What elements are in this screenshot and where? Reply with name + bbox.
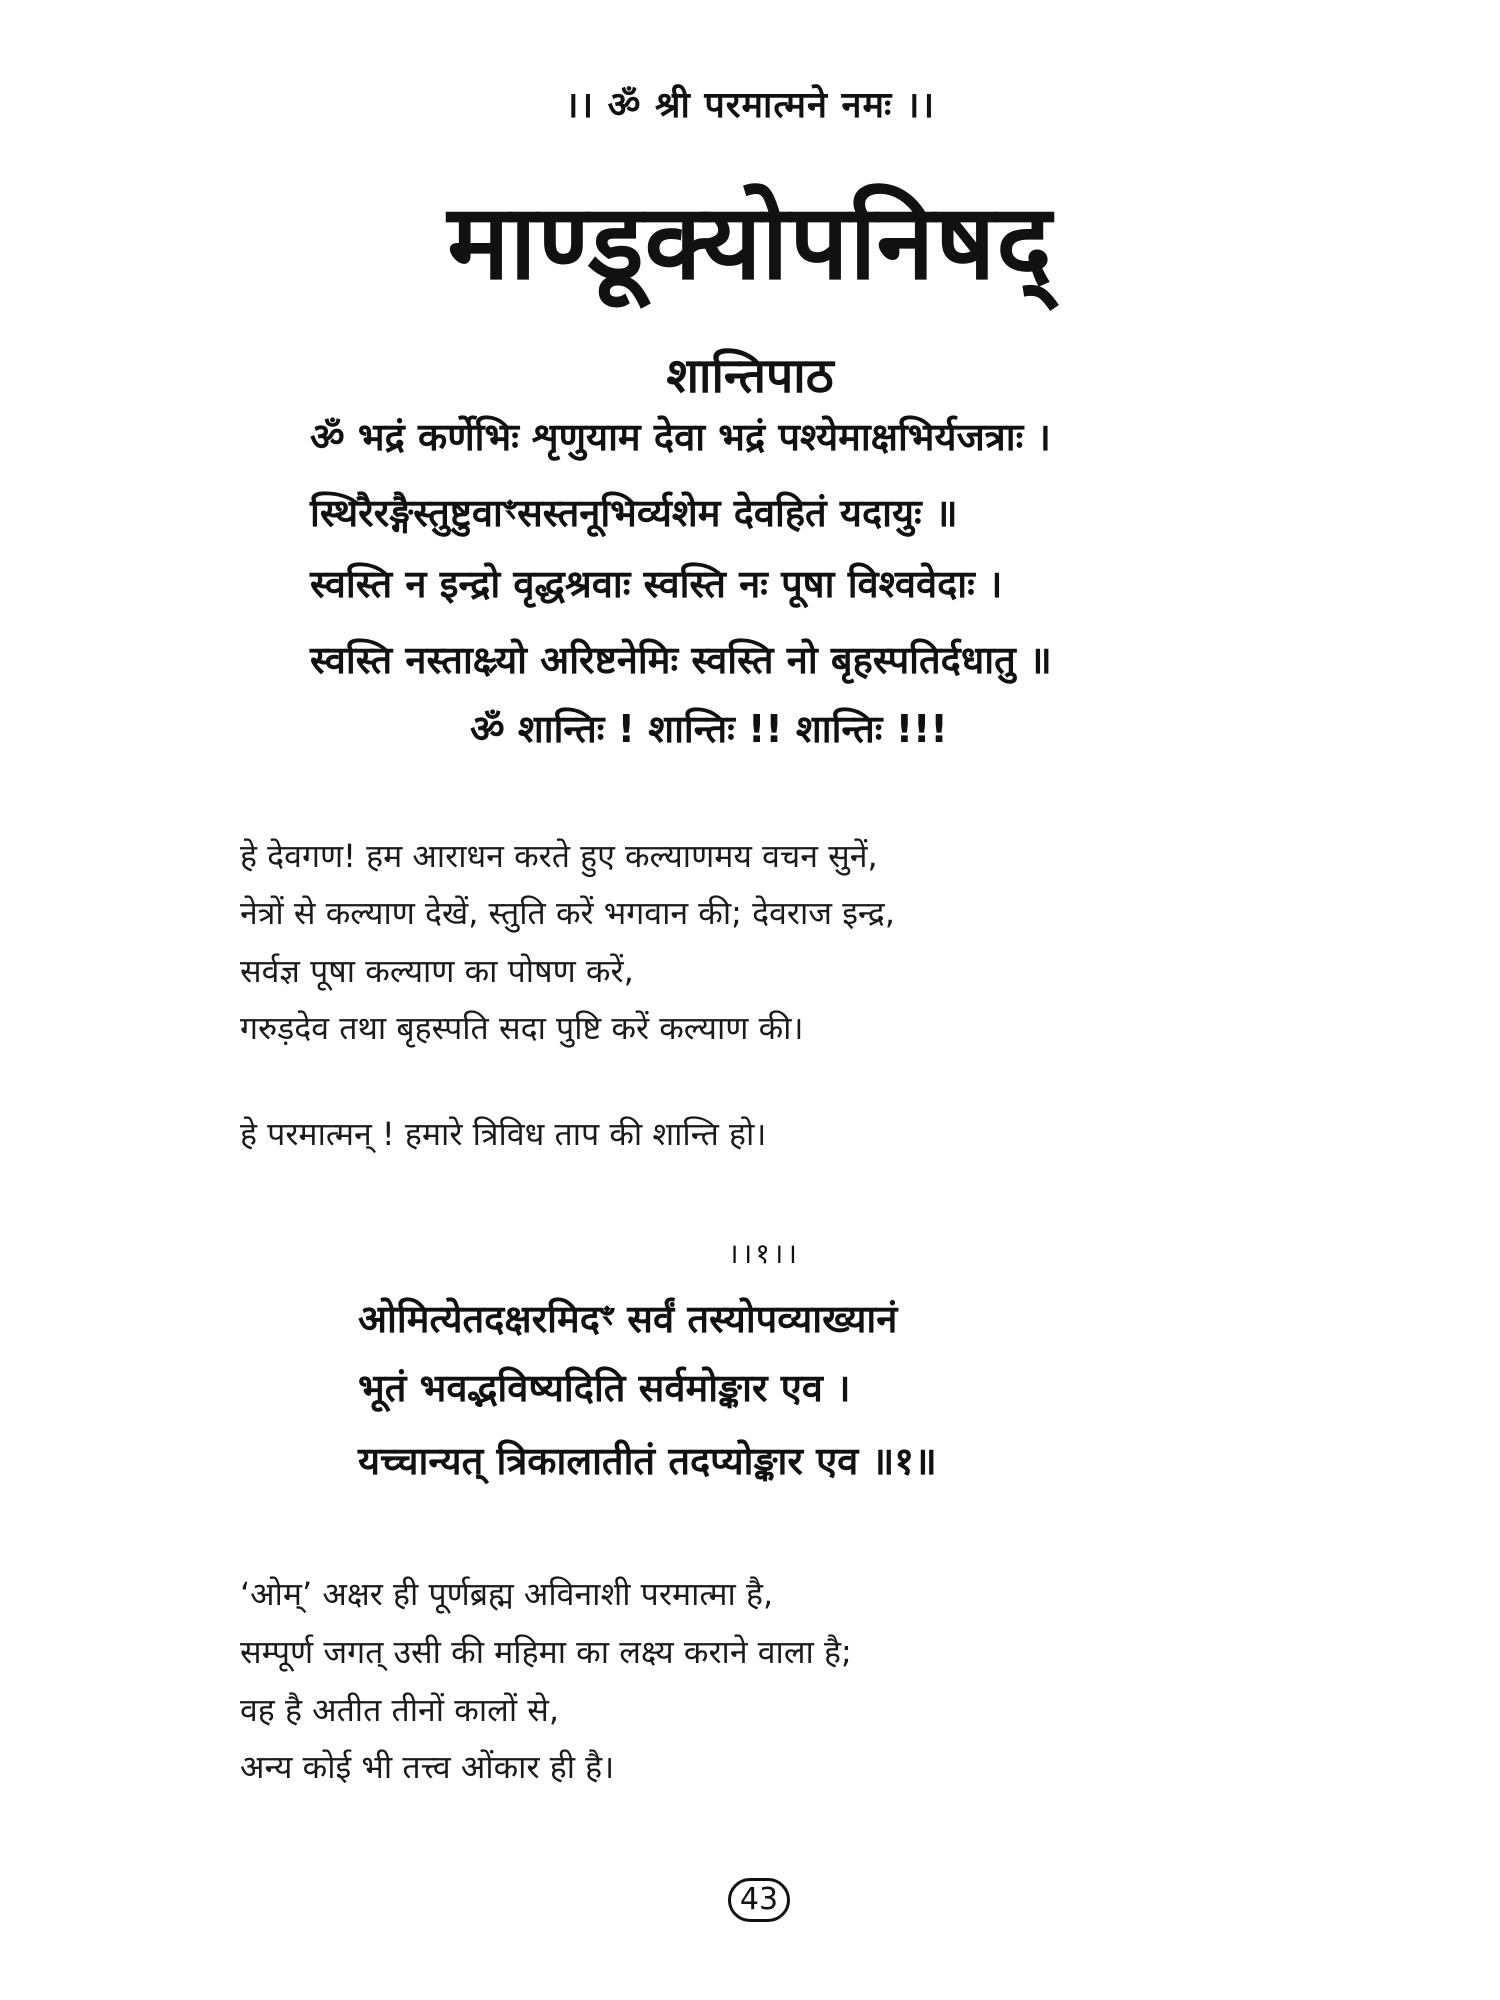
translation-line: गरुड़देव तथा बृहस्पति सदा पुष्टि करें कल्याण की। (240, 1009, 804, 1047)
invocation-line: ।। ॐ श्री परमात्मने नमः ।। (564, 85, 936, 126)
verse-line: स्वस्ति न इन्द्रो वृद्धश्रवाः स्वस्ति नः पूषा विश्ववेदाः । (310, 562, 1003, 606)
verse-line: स्थिरैरङ्गैस्तुष्टुवाꣳसस्तनूभिर्व्यशेम देवहितं यदायुः ॥ (310, 491, 958, 535)
verse-line: भूतं भवद्भविष्यदिति सर्वमोङ्कार एव । (358, 1366, 851, 1410)
page-title: माण्डूक्योपनिषद् (447, 181, 1053, 303)
section-heading-shanti-path: शान्तिपाठ (666, 348, 834, 404)
verse-line: ओमित्येतदक्षरमिदꣳ सर्वं तस्योपव्याख्यानं (358, 1297, 898, 1341)
translation-line: अन्य कोई भी तत्त्व ओंकार ही है। (240, 1748, 615, 1786)
verse-line: स्वस्ति नस्ताक्ष्र्यो अरिष्टनेमिः स्वस्ति नो बृहस्पतिर्दधातु ॥ (310, 638, 1052, 682)
page-number-badge (728, 1878, 790, 1922)
translation-line: नेत्रों से कल्याण देखें, स्तुति करें भगवान की; देवराज इन्द्र, (240, 894, 895, 932)
translation-line: वह है अतीत तीनों कालों से, (240, 1691, 560, 1729)
closing-prayer: हे परमात्मन् ! हमारे त्रिविध ताप की शान्ति हो। (240, 1115, 767, 1153)
mantra-number-marker: ।।१।। (728, 1237, 801, 1270)
verse-line: यच्चान्यत् त्रिकालातीतं तदप्योङ्कार एव ॥१॥ (358, 1439, 937, 1483)
verse-line: ॐ शान्तिः ! शान्तिः !! शान्तिः !!! (470, 707, 948, 751)
translation-line: ‘ओम्’ अक्षर ही पूर्णब्रह्म अविनाशी परमात्मा है, (240, 1575, 774, 1613)
translation-line: हे देवगण! हम आराधन करते हुए कल्याणमय वचन सुनें, (240, 837, 878, 875)
translation-line: सम्पूर्ण जगत् उसी की महिमा का लक्ष्य कराने वाला है; (240, 1633, 852, 1671)
translation-line: सर्वज्ञ पूषा कल्याण का पोषण करें, (240, 952, 634, 990)
verse-line: ॐ भद्रं कर्णेभिः शृणुयाम देवा भद्रं पश्येमाक्षभिर्यजत्राः । (310, 415, 1051, 459)
page-number: 43 (739, 1882, 779, 1917)
